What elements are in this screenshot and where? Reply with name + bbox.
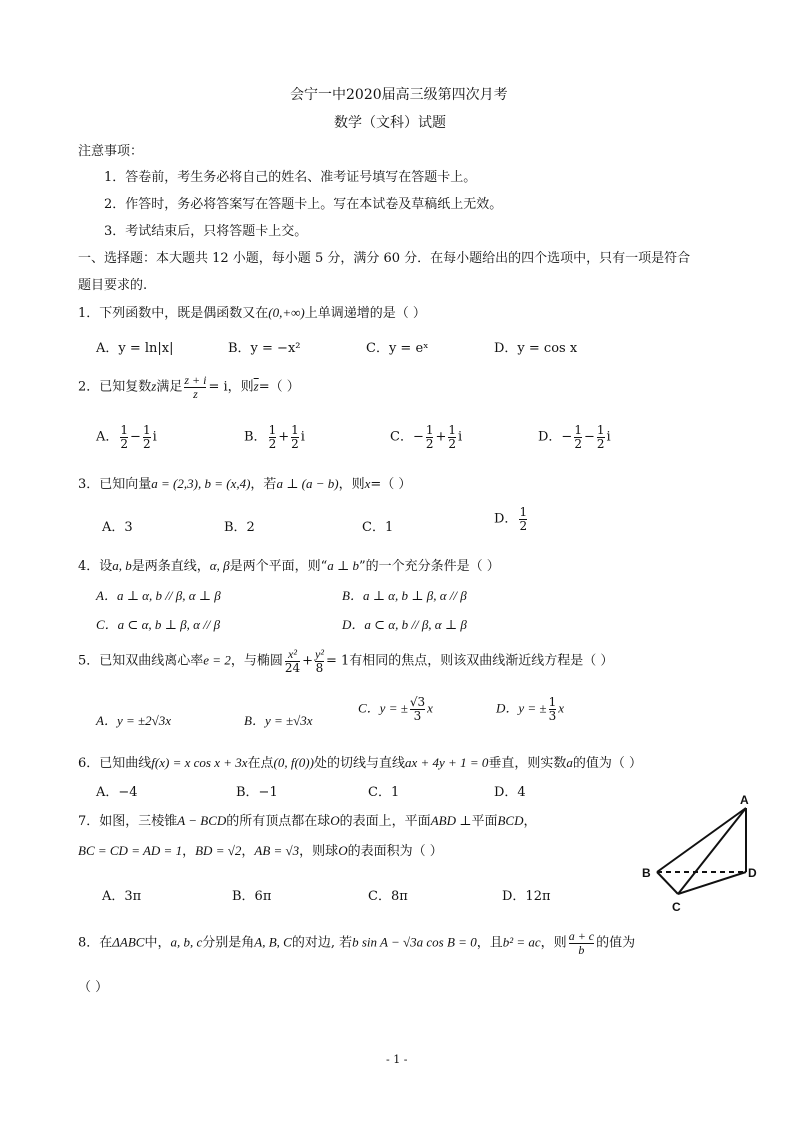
exam-title: 会宁一中2020届高三级第四次月考 [290,87,508,103]
q5-c-x: x [427,700,433,716]
q1-option-a: A．y = ln|x| [96,341,174,356]
q1-option-d: D．y = cos x [494,341,578,356]
q7-option-d: D．12π [502,889,551,904]
q3-stem-b: ，若 [250,477,277,492]
q3-option-b: B．2 [224,520,255,535]
q5-eccentricity: e = 2 [203,652,231,668]
vertex-b-label: B [642,866,651,880]
q2-b-den-1: 2 [268,436,277,451]
q5-d-x: x [558,700,564,716]
q2-d-i: i [606,429,611,445]
q2-b-den-2: 2 [291,436,299,451]
q7-plane-bcd: BCD [497,813,524,828]
page-number: - 1 - [386,1053,408,1066]
q5-eq: = 1 [325,653,350,669]
q4-stem-b: 是两条直线， [131,559,210,574]
q5-option-b: B．y = ±√3x [244,713,313,728]
q4-vars-lines: a, b [112,558,132,573]
q2-d-den-2: 2 [596,436,605,451]
q2-b-frac-1 [269,424,277,450]
q2-d-frac-1 [574,424,582,450]
notes-item-2: 2．作答时，务必将答案写在答题卡上。写在本试卷及草稿纸上无效。 [104,197,503,212]
q8-answer-paren: （ ） [78,980,109,995]
q4-condition: a ⊥ b [327,558,359,573]
question-2-stem [78,374,300,400]
q7-stem-f: ，则球 [299,844,339,859]
q2-stem-a: 2．已知复数 [78,379,152,395]
q1-stem-b: 上单调递增的是（ ） [304,306,426,321]
q2-b-i: i [300,429,305,445]
q5-frac-y [315,648,324,674]
q4-stem-a: 4．设 [78,559,113,574]
q6-option-c: C．1 [368,785,400,800]
q2-z-conjugate: $\overline{z}$ [253,378,259,394]
question-8-stem [78,930,635,956]
q2-b-frac-2 [291,424,299,450]
q2-b-num-1: 1 [268,423,277,437]
q2-option-b [244,424,305,450]
q2-a-i: i [152,429,157,445]
q5-num-x: x² [288,647,297,661]
q2-a-den-2: 2 [142,436,151,451]
q4-option-a: A．a ⊥ α, b // β, α ⊥ β [96,588,221,603]
q8-stem-c: 分别是角 [202,935,255,951]
q7-pyramid: A − BCD [177,813,227,828]
edge-cd [678,872,746,894]
q7-option-c: C．8π [368,889,408,904]
q8-stem-d: 的对边, 若 [291,935,353,951]
q5-stem-a: 5．已知双曲线离心率 [78,653,204,669]
question-7-line-1 [78,810,536,829]
q5-den-y: 8 [315,660,324,675]
q8-fraction [569,930,594,956]
q8-stem-a: 8．在 [78,935,113,951]
q7-sphere-o: O [330,813,340,828]
q3-var-x: x [364,476,371,491]
q2-c-op: + [435,429,447,445]
q7-stem-g: 的表面积为（ ） [347,844,443,859]
q5-d-den: 3 [548,708,557,723]
q8-stem-f: ，则 [540,935,567,951]
q2-c-frac-1 [426,424,434,450]
q3-option-c: C．1 [362,520,394,535]
q1-option-c: C．y = eˣ [366,341,429,356]
vertex-d-label: D [748,866,757,880]
q6-curve: f(x) = x cos x + 3x [151,755,248,770]
q7-tetrahedron-figure [636,792,766,920]
q5-frac-x [285,648,300,674]
q2-var-z: z [151,378,157,394]
q6-option-d: D．4 [494,785,526,800]
q2-a-frac-2 [143,424,151,450]
q7-sep-1: ， [182,844,196,859]
q6-stem-e: 的值为（ ） [572,756,642,771]
q6-stem-d: 垂直，则实数 [488,756,567,771]
q2-c-den-2: 2 [448,436,457,451]
q8-sides: a, b, c [170,934,203,950]
q4-option-b: B．a ⊥ α, b ⊥ β, α // β [342,588,467,603]
section-instructions-line-1: 一、选择题：本大题共 12 小题，每小题 5 分，满分 60 分．在每小题给出的四个选项中，只有一项是符合 [78,251,691,266]
exam-subtitle: 数学（文科）试题 [334,115,446,131]
q7-sep-2: ， [241,844,255,859]
q2-b-label: B． [244,429,267,445]
vertex-a-label: A [740,793,749,807]
q8-stem-g: 的值为 [596,935,636,951]
q5-d-label: D．y = ± [496,700,547,716]
q3-d-frac [519,506,527,532]
notes-item-3: 3．考试结束后，只将答题卡上交。 [104,224,308,239]
q7-ab: AB = √3 [254,843,300,858]
q7-stem-a: 7．如图，三棱锥 [78,814,178,829]
edge-ab [657,808,746,872]
q5-d-num: 1 [548,695,557,709]
q2-option-d [538,424,611,450]
q8-condition: b sin A − √3a cos B = 0 [352,934,477,950]
q7-option-b: B．6π [232,889,272,904]
q2-a-label: A． [96,429,119,445]
q3-d-num: 1 [519,505,528,519]
q5-num-y: y² [315,647,324,661]
q5-c-frac [410,696,425,722]
q2-b-op: + [278,429,290,445]
q2-d-label: D．− [538,429,573,445]
q2-stem-c: = i，则 [208,379,254,395]
q2-d-den-1: 2 [574,436,582,451]
q7-sphere-o-2: O [338,843,348,858]
q2-frac-num: z + i [184,373,207,387]
q3-vectors: a = (2,3), b = (x,4) [151,476,251,491]
q5-plus: + [302,653,314,669]
q2-option-c [390,424,462,450]
notes-heading: 注意事项： [78,144,144,159]
q7-bd: BD = √2 [195,843,242,858]
vertex-c-label: C [672,900,681,914]
q3-option-d [494,506,529,532]
question-4-stem [78,555,500,574]
q5-option-d [496,696,564,722]
q2-c-i: i [458,429,463,445]
q2-d-num-1: 1 [574,423,582,437]
q2-c-label: C．− [390,429,424,445]
q5-stem-b: ，与椭圆 [230,653,283,669]
question-6-stem [78,752,642,771]
q3-stem-a: 3．已知向量 [78,477,152,492]
q8-stem-b: 中， [144,935,171,951]
q7-equal-sides: BC = CD = AD = 1 [78,843,183,858]
q6-point: (0, f(0)) [273,755,314,770]
notes-item-1: 1．答卷前，考生务必将自己的姓名、准考证号填写在答题卡上。 [104,170,477,185]
q5-c-label: C．y = ± [358,700,408,716]
q5-option-a: A．y = ±2√3x [96,713,172,728]
q8-frac-num: a + c [568,929,595,943]
q5-c-den: 3 [410,709,425,723]
q2-a-frac-1 [120,424,128,450]
q2-c-frac-2 [448,424,456,450]
q6-line: ax + 4y + 1 = 0 [404,755,489,770]
q2-stem-d: =（ ） [258,379,300,395]
q8-angles: A, B, C [254,934,292,950]
q7-stem-b: 的所有顶点都在球 [226,814,331,829]
q7-option-a: A．3π [102,889,142,904]
q4-vars-planes: α, β [209,558,230,573]
edge-bc [657,872,678,894]
q4-stem-d: ”的一个充分条件是（ ） [359,559,500,574]
q8-stem-e: ，且 [476,935,503,951]
q3-stem-d: =（ ） [370,477,412,492]
q8-frac-den: b [569,943,594,957]
q2-b-num-2: 1 [291,423,299,437]
q6-var-a: a [566,755,573,770]
q3-condition: a ⊥ (a − b) [276,476,339,491]
q1-stem-a: 1．下列函数中，既是偶函数又在 [78,306,269,321]
q6-option-a: A．−4 [96,785,138,800]
q2-d-num-2: 1 [596,423,605,437]
q3-stem-c: ，则 [338,477,365,492]
q1-interval: (0,+∞) [268,305,305,320]
q5-d-frac [549,696,557,722]
q2-c-num-1: 1 [425,423,434,437]
q2-c-num-2: 1 [448,423,457,437]
q5-stem-c: 有相同的焦点，则该双曲线渐近线方程是（ ） [349,653,614,669]
question-5-stem [78,648,613,674]
question-1-stem [78,302,426,321]
q6-stem-c: 处的切线与直线 [313,756,405,771]
q4-option-d: D．a ⊂ α, b // β, α ⊥ β [342,617,467,632]
q2-c-den-1: 2 [425,436,434,451]
q4-option-c: C．a ⊂ α, b ⊥ β, α // β [96,617,221,632]
q3-option-a: A．3 [102,520,133,535]
q6-stem-b: 在点 [247,756,274,771]
q5-option-c [358,696,433,722]
q7-stem-d: 平面 [471,814,498,829]
q2-option-a [96,424,157,450]
q2-a-num-1: 1 [120,423,129,437]
q6-option-b: B．−1 [236,785,278,800]
question-3-stem [78,473,411,492]
q7-stem-e: ， [523,814,537,829]
q2-frac-den: z [184,387,206,401]
q7-stem-c: 的表面上，平面 [339,814,431,829]
q5-c-num: √3 [409,695,426,709]
q8-condition-2: b² = ac [502,934,541,950]
q4-stem-c: 是两个平面，则“ [229,559,328,574]
q2-a-num-2: 1 [142,423,151,437]
q7-plane-abd: ABD ⊥ [430,813,472,828]
q3-d-label: D． [494,511,518,527]
edge-ac [678,808,746,894]
q5-den-x: 24 [284,660,301,675]
section-instructions-line-2: 题目要求的. [78,278,148,293]
q2-a-den-1: 2 [120,436,129,451]
q2-a-op: − [130,429,141,445]
q2-stem-b: 满足 [156,379,183,395]
q8-triangle: ΔABC [112,934,145,950]
q2-fraction [184,374,206,400]
q2-d-frac-2 [597,424,605,450]
q6-stem-a: 6．已知曲线 [78,756,152,771]
q3-d-den: 2 [519,518,528,533]
q1-option-b: B．y = −x² [228,341,301,356]
question-7-line-2 [78,840,443,859]
q2-d-op: − [583,429,595,445]
